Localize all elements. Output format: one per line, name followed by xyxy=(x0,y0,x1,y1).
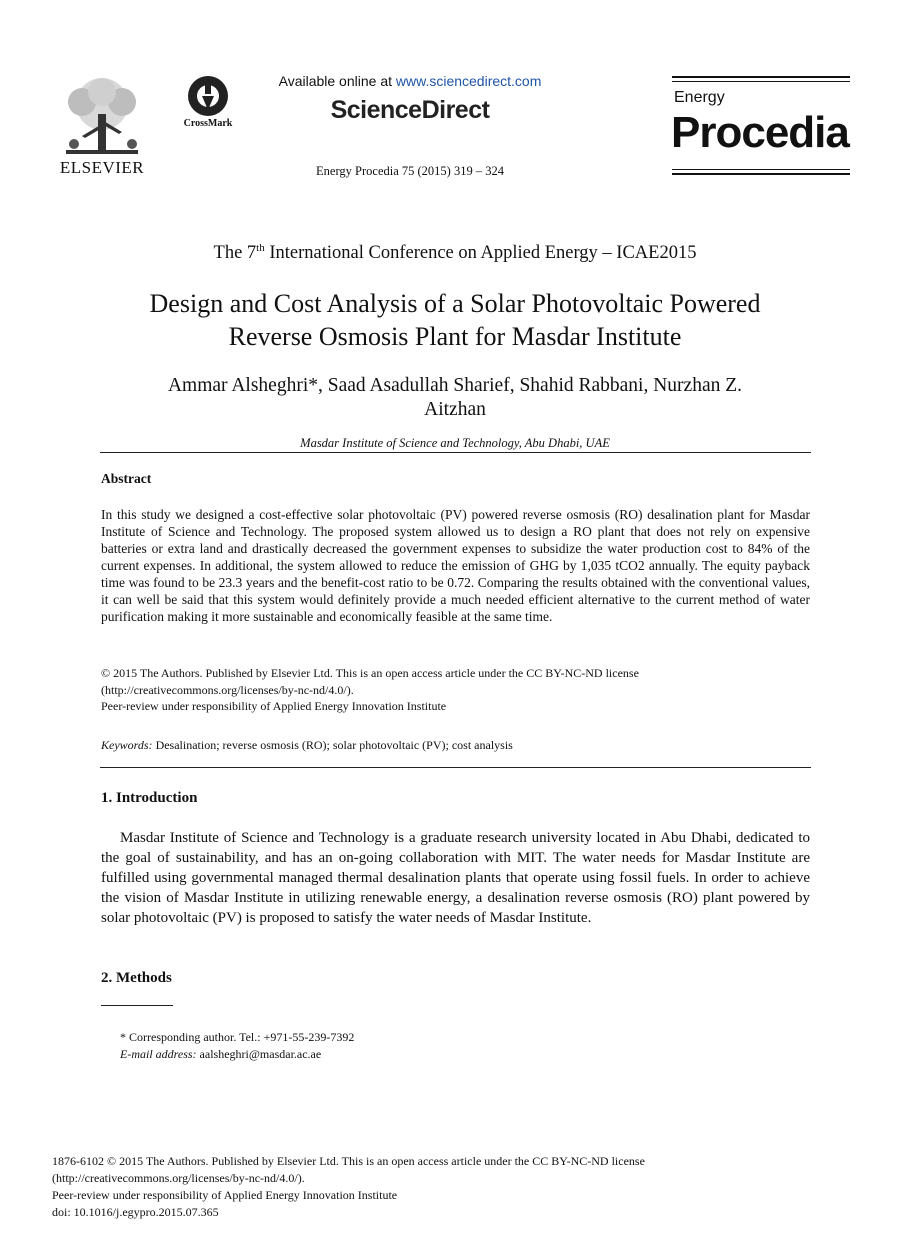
email-line xyxy=(120,1046,810,1063)
section-heading-introduction: 1. Introduction xyxy=(101,790,198,806)
journal-logo-bottom-rule xyxy=(672,169,850,175)
introduction-body: Masdar Institute of Science and Technology is a graduate research university located in Abu Dhabi, dedicated to the goal of sustainability, and has an on-going collaboration with MIT. The water needs for Masdar Institute are fulfilled using governmental managed thermal desalination plants that operate using fossil fuels. In order to achieve the vision of Masdar Institute in utilizing renewable energy, a desalination reverse osmosis (RO) plant powered by solar photovoltaic (PV) is proposed to satisfy the water needs of Masdar Institute. xyxy=(101,830,810,926)
keywords xyxy=(101,737,810,754)
page-footer xyxy=(52,1153,812,1221)
affiliation: Masdar Institute of Science and Technology, Abu Dhabi, UAE xyxy=(300,436,610,450)
author-list xyxy=(100,374,810,422)
license-notice xyxy=(101,665,810,715)
footnote-rule xyxy=(101,1005,173,1006)
conference-name: The 7th International Conference on Applied Energy – ICAE2015 xyxy=(213,242,697,264)
footer-line-1: 1876-6102 © 2015 The Authors. Published by Elsevier Ltd. This is an open access article under the CC BY-NC-ND license xyxy=(52,1154,645,1168)
keywords-label: Keywords: xyxy=(101,738,153,752)
journal-logo-procedia: Procedia xyxy=(671,108,849,157)
section-heading-methods: 2. Methods xyxy=(101,970,172,986)
email-label: E-mail address: xyxy=(120,1047,197,1061)
email-address[interactable]: aalsheghri@masdar.ac.ae xyxy=(196,1047,322,1061)
footer-line-3: Peer-review under responsibility of Applied Energy Innovation Institute xyxy=(52,1188,398,1202)
footer-doi[interactable]: doi: 10.1016/j.egypro.2015.07.365 xyxy=(52,1205,219,1219)
publisher-name: ELSEVIER xyxy=(59,158,145,177)
authors-line-1: Ammar Alsheghri*, Saad Asadullah Sharief, Shahid Rabbani, Nurzhan Z. xyxy=(167,375,743,396)
sciencedirect-brand: ScienceDirect xyxy=(330,96,490,124)
divider-top xyxy=(100,452,811,453)
corresponding-author: * Corresponding author. Tel.: +971-55-239-7392 xyxy=(120,1030,355,1044)
journal-logo-top-rule xyxy=(672,76,850,82)
available-online xyxy=(262,73,558,89)
license-line-2[interactable]: (http://creativecommons.org/licenses/by-nc-nd/4.0/). xyxy=(101,682,354,697)
authors-line-2: Aitzhan xyxy=(424,399,486,420)
paper-title xyxy=(100,287,810,353)
crossmark-label: CrossMark xyxy=(183,118,233,129)
journal-logo-energy: Energy xyxy=(674,89,725,106)
license-line-3: Peer-review under responsibility of Applied Energy Innovation Institute xyxy=(101,699,447,713)
license-line-1: © 2015 The Authors. Published by Elsevier Ltd. This is an open access article under the CC BY-NC-ND license xyxy=(101,666,639,680)
sciencedirect-link[interactable]: www.sciencedirect.com xyxy=(395,73,542,89)
available-prefix: Available online at xyxy=(278,73,396,89)
footnote xyxy=(120,1029,810,1063)
divider-bottom xyxy=(100,767,811,768)
title-line-2: Reverse Osmosis Plant for Masdar Institute xyxy=(228,322,682,351)
abstract-body: In this study we designed a cost-effective solar photovoltaic (PV) powered reverse osmosis (RO) desalination plant for Masdar Institute of Science and Technology. The proposed system allowed us to design a RO plant that does not rely on expensive batteries or extra land and drastically decreased the government expenses to subsidize the water production cost to 84% of the current expenses. In additional, the system allowed to reduce the emission of GHG by 1,035 tCO2 annually. The equity payback time was found to be 23.3 years and the benefit-cost ratio to be 0.72. Comparing the results obtained with the conventional values, it can well be said that this system would definitely provide a much needed efficient alternative to the current method of water purification making it more sustainable and economically feasible at the same time. xyxy=(101,507,810,624)
keywords-text: Desalination; reverse osmosis (RO); solar photovoltaic (PV); cost analysis xyxy=(152,738,513,752)
footer-line-2[interactable]: (http://creativecommons.org/licenses/by-nc-nd/4.0/). xyxy=(52,1171,305,1185)
title-line-1: Design and Cost Analysis of a Solar Photovoltaic Powered xyxy=(149,289,761,318)
journal-reference: Energy Procedia 75 (2015) 319 – 324 xyxy=(316,164,504,178)
abstract-heading: Abstract xyxy=(101,471,152,486)
